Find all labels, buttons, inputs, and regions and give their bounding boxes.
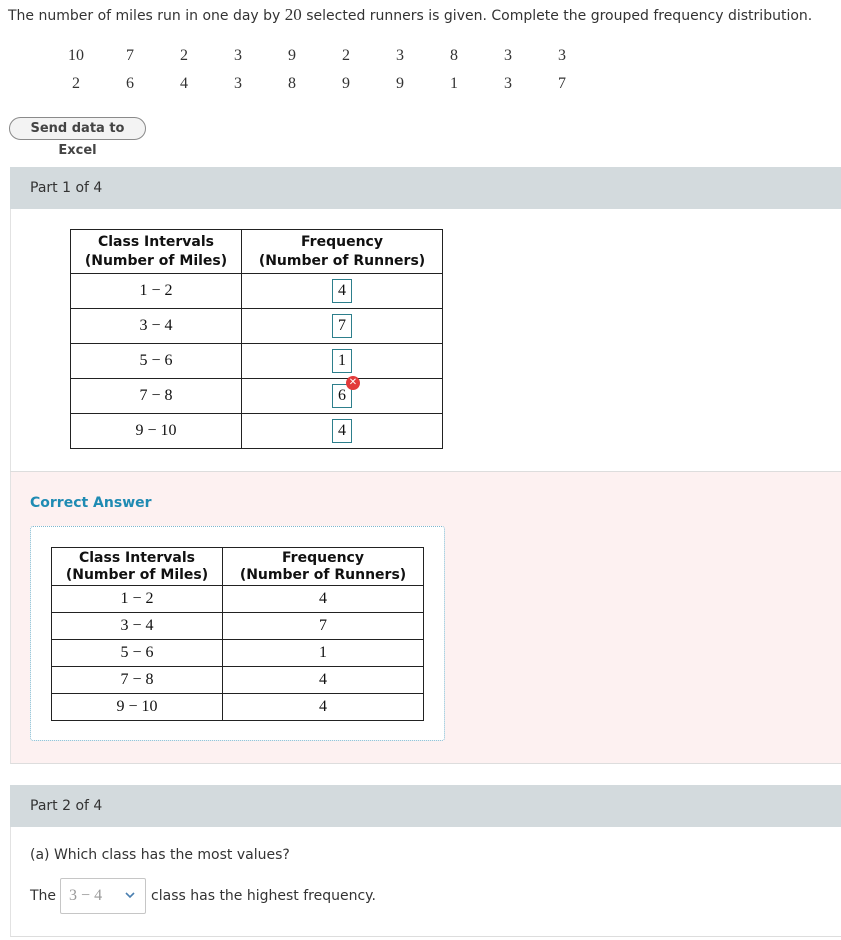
data-value: 3 — [558, 47, 566, 64]
class-interval: 3 − 4 — [52, 613, 223, 640]
frequency-value: 4 — [223, 667, 424, 694]
table-row — [52, 586, 424, 613]
class-interval: 5 − 6 — [52, 640, 223, 667]
frequency-cell — [242, 344, 443, 379]
answer-prefix: The — [30, 888, 57, 904]
header-line: (Number of Runners) — [258, 252, 426, 269]
data-value: 4 — [180, 75, 188, 92]
table-row — [71, 379, 443, 414]
table-header-row — [52, 548, 424, 586]
answer-input[interactable]: 7 — [332, 314, 352, 338]
question-text: (a) Which class has the most values? — [30, 847, 290, 863]
table-row — [52, 667, 424, 694]
class-select-dropdown[interactable] — [60, 878, 146, 914]
problem-statement — [8, 5, 812, 25]
data-value: 9 — [396, 75, 404, 92]
table-row — [52, 694, 424, 721]
send-to-excel-button[interactable]: Send data to Excel — [9, 117, 146, 140]
problem-text-before: The number of miles run in one day by — [8, 8, 285, 24]
header-line: Class Intervals — [78, 549, 196, 566]
data-value: 3 — [504, 47, 512, 64]
data-value: 2 — [342, 47, 350, 64]
header-line: Frequency — [282, 549, 364, 566]
chevron-down-icon — [124, 889, 136, 901]
header-line: Class Intervals — [97, 233, 215, 250]
frequency-cell — [242, 309, 443, 344]
class-interval: 5 − 6 — [71, 344, 242, 379]
answer-value: 6 — [338, 387, 346, 404]
class-interval: 3 − 4 — [71, 309, 242, 344]
correct-answer-table — [51, 547, 424, 721]
data-value: 2 — [180, 47, 188, 64]
answer-sentence — [30, 878, 376, 914]
data-value: 1 — [450, 75, 458, 92]
data-row-2 — [49, 70, 589, 98]
part-1-header — [10, 167, 841, 209]
data-value: 9 — [342, 75, 350, 92]
data-value: 7 — [558, 75, 566, 92]
class-intervals-header — [71, 230, 242, 274]
answer-input[interactable]: 4 — [332, 279, 352, 303]
problem-text-after: selected runners is given. Complete the grouped frequency distribution. — [301, 8, 813, 24]
header-line: (Number of Runners) — [239, 566, 407, 583]
frequency-value: 7 — [223, 613, 424, 640]
answer-input[interactable]: 1 — [332, 349, 352, 373]
data-values-table — [49, 42, 589, 98]
part-2-title: Part 2 of 4 — [30, 798, 103, 814]
table-row — [52, 613, 424, 640]
answer-suffix: class has the highest frequency. — [151, 888, 376, 904]
frequency-answer-table — [70, 229, 443, 449]
correct-answer-title: Correct Answer — [30, 495, 152, 511]
table-row — [71, 274, 443, 309]
header-line: (Number of Miles) — [84, 252, 228, 269]
incorrect-icon: ✕ — [346, 376, 360, 390]
part-1-title: Part 1 of 4 — [30, 180, 103, 196]
data-value: 8 — [288, 75, 296, 92]
part-2-header — [10, 785, 841, 827]
data-value: 9 — [288, 47, 296, 64]
frequency-cell — [242, 379, 443, 414]
frequency-cell — [242, 414, 443, 449]
data-value: 10 — [68, 47, 84, 64]
class-interval: 1 − 2 — [71, 274, 242, 309]
frequency-value: 1 — [223, 640, 424, 667]
frequency-value: 4 — [223, 694, 424, 721]
table-row — [71, 344, 443, 379]
data-value: 3 — [234, 47, 242, 64]
data-value: 6 — [126, 75, 134, 92]
frequency-header — [223, 548, 424, 586]
correct-answer-box — [30, 526, 445, 741]
data-value: 8 — [450, 47, 458, 64]
answer-input-incorrect[interactable] — [332, 377, 358, 408]
class-interval: 7 − 8 — [71, 379, 242, 414]
table-row — [52, 640, 424, 667]
header-line: Frequency — [301, 233, 383, 250]
header-line: (Number of Miles) — [65, 566, 209, 583]
data-value: 7 — [126, 47, 134, 64]
data-value: 3 — [396, 47, 404, 64]
data-value: 2 — [72, 75, 80, 92]
class-interval: 7 − 8 — [52, 667, 223, 694]
data-value: 3 — [234, 75, 242, 92]
answer-input[interactable]: 4 — [332, 419, 352, 443]
data-value: 3 — [504, 75, 512, 92]
table-row — [71, 309, 443, 344]
selected-value: 3 − 4 — [69, 887, 103, 904]
data-row-1 — [49, 42, 589, 70]
frequency-header — [242, 230, 443, 274]
class-interval: 1 − 2 — [52, 586, 223, 613]
runner-count: 20 — [284, 5, 302, 24]
frequency-cell — [242, 274, 443, 309]
table-header-row — [71, 230, 443, 274]
class-interval: 9 − 10 — [71, 414, 242, 449]
table-row — [71, 414, 443, 449]
frequency-value: 4 — [223, 586, 424, 613]
class-interval: 9 − 10 — [52, 694, 223, 721]
class-intervals-header — [52, 548, 223, 586]
